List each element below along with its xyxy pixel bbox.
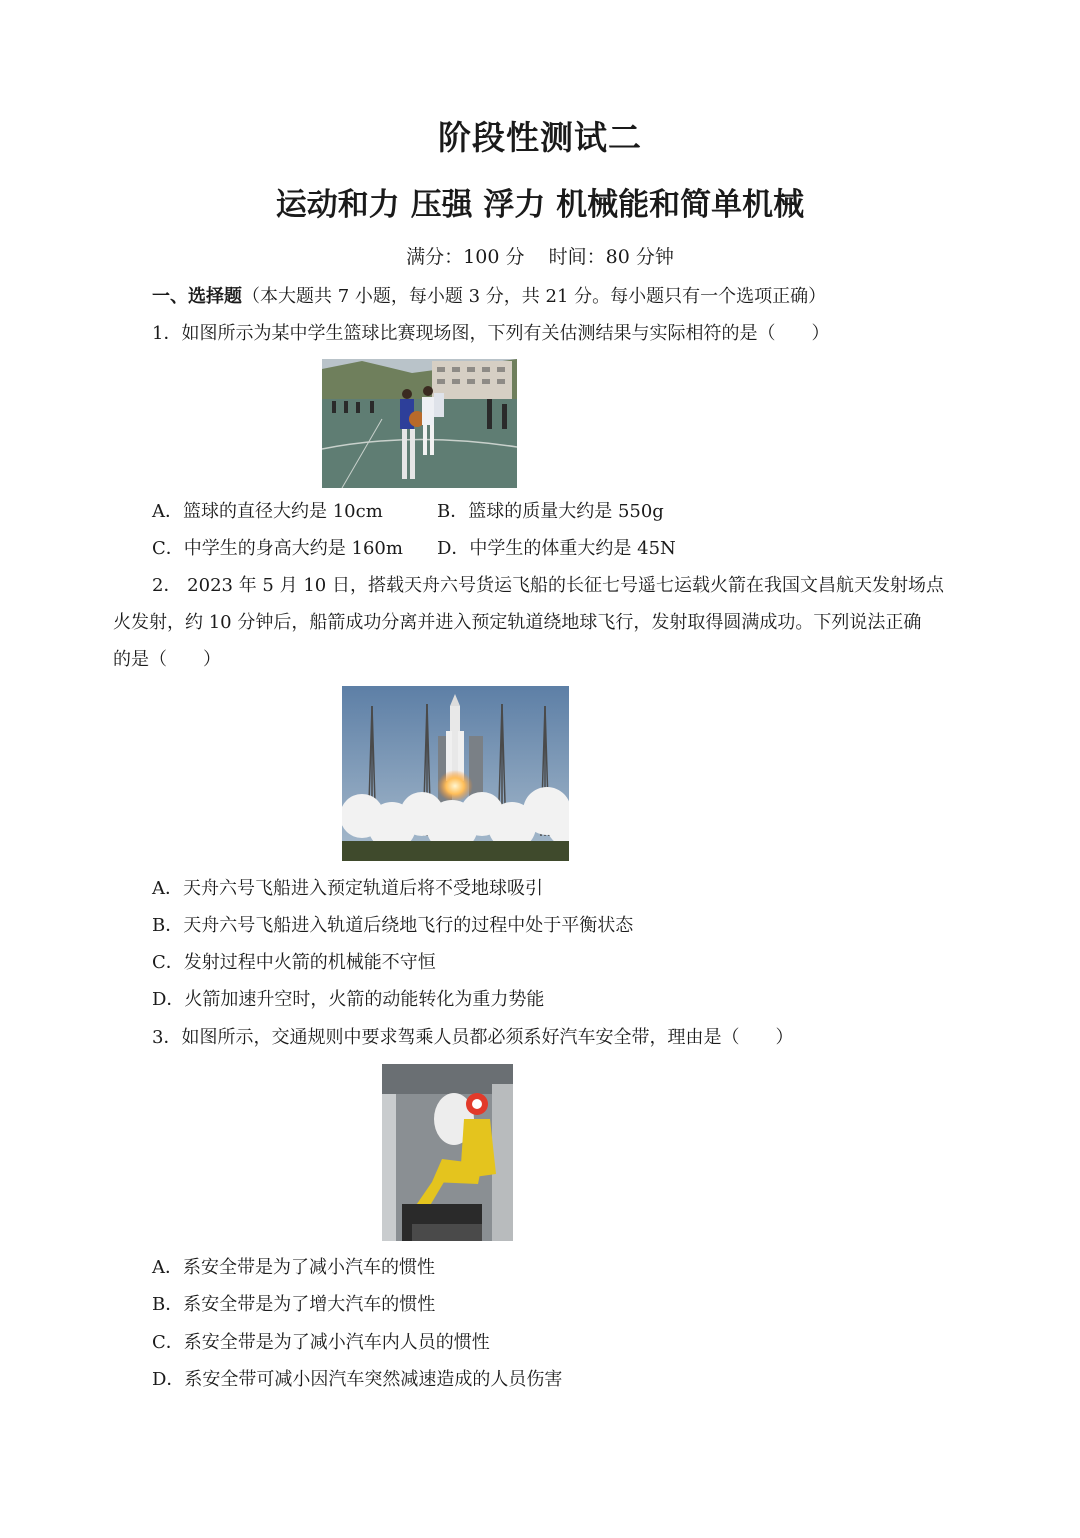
- q1-option-d: D．中学生的体重大约是 45N: [437, 538, 676, 559]
- q3-option-a: A．系安全带是为了减小汽车的惯性: [152, 1257, 435, 1278]
- q2-stem-line2: 火发射，约 10 分钟后，船箭成功分离并进入预定轨道绕地球飞行，发射取得圆满成功。下列说法正确: [113, 612, 922, 633]
- q2-option-b: B．天舟六号飞船进入轨道后绕地飞行的过程中处于平衡状态: [152, 915, 634, 936]
- q2-option-c: C．发射过程中火箭的机械能不守恒: [152, 952, 436, 973]
- crash-test-dummy-photo: [382, 1064, 513, 1241]
- page-title: 阶段性测试二: [438, 118, 642, 157]
- q3-option-c: C．系安全带是为了减小汽车内人员的惯性: [152, 1332, 490, 1353]
- q1-option-a: A．篮球的直径大约是 10cm: [152, 501, 383, 522]
- q1-option-c: C．中学生的身高大约是 160m: [152, 538, 403, 559]
- q3-option-b: B．系安全带是为了增大汽车的惯性: [152, 1294, 436, 1315]
- q3-option-d: D．系安全带可减小因汽车突然减速造成的人员伤害: [152, 1369, 563, 1390]
- q2-stem-line1: 2． 2023 年 5 月 10 日，搭载天舟六号货运飞船的长征七号遥七运载火箭在我国文昌航天发射场点: [152, 575, 944, 596]
- rocket-launch-photo: [342, 686, 569, 861]
- page-subtitle: 运动和力 压强 浮力 机械能和简单机械: [275, 187, 805, 223]
- q2-stem-line3: 的是（ ）: [113, 649, 221, 670]
- q1-stem: 1．如图所示为某中学生篮球比赛现场图，下列有关估测结果与实际相符的是（ ）: [152, 323, 830, 344]
- q2-option-d: D．火箭加速升空时，火箭的动能转化为重力势能: [152, 989, 545, 1010]
- exam-meta: 满分：100 分 时间：80 分钟: [406, 246, 674, 268]
- section-title: 一、选择题: [152, 286, 242, 307]
- section-instructions: （本大题共 7 小题，每小题 3 分，共 21 分。每小题只有一个选项正确）: [242, 286, 827, 307]
- section-heading: [152, 285, 826, 309]
- basketball-game-photo: [322, 359, 517, 488]
- q2-option-a: A．天舟六号飞船进入预定轨道后将不受地球吸引: [152, 878, 543, 899]
- q1-option-b: B．篮球的质量大约是 550g: [437, 501, 664, 522]
- q3-stem: 3．如图所示，交通规则中要求驾乘人员都必须系好汽车安全带，理由是（ ）: [152, 1027, 794, 1048]
